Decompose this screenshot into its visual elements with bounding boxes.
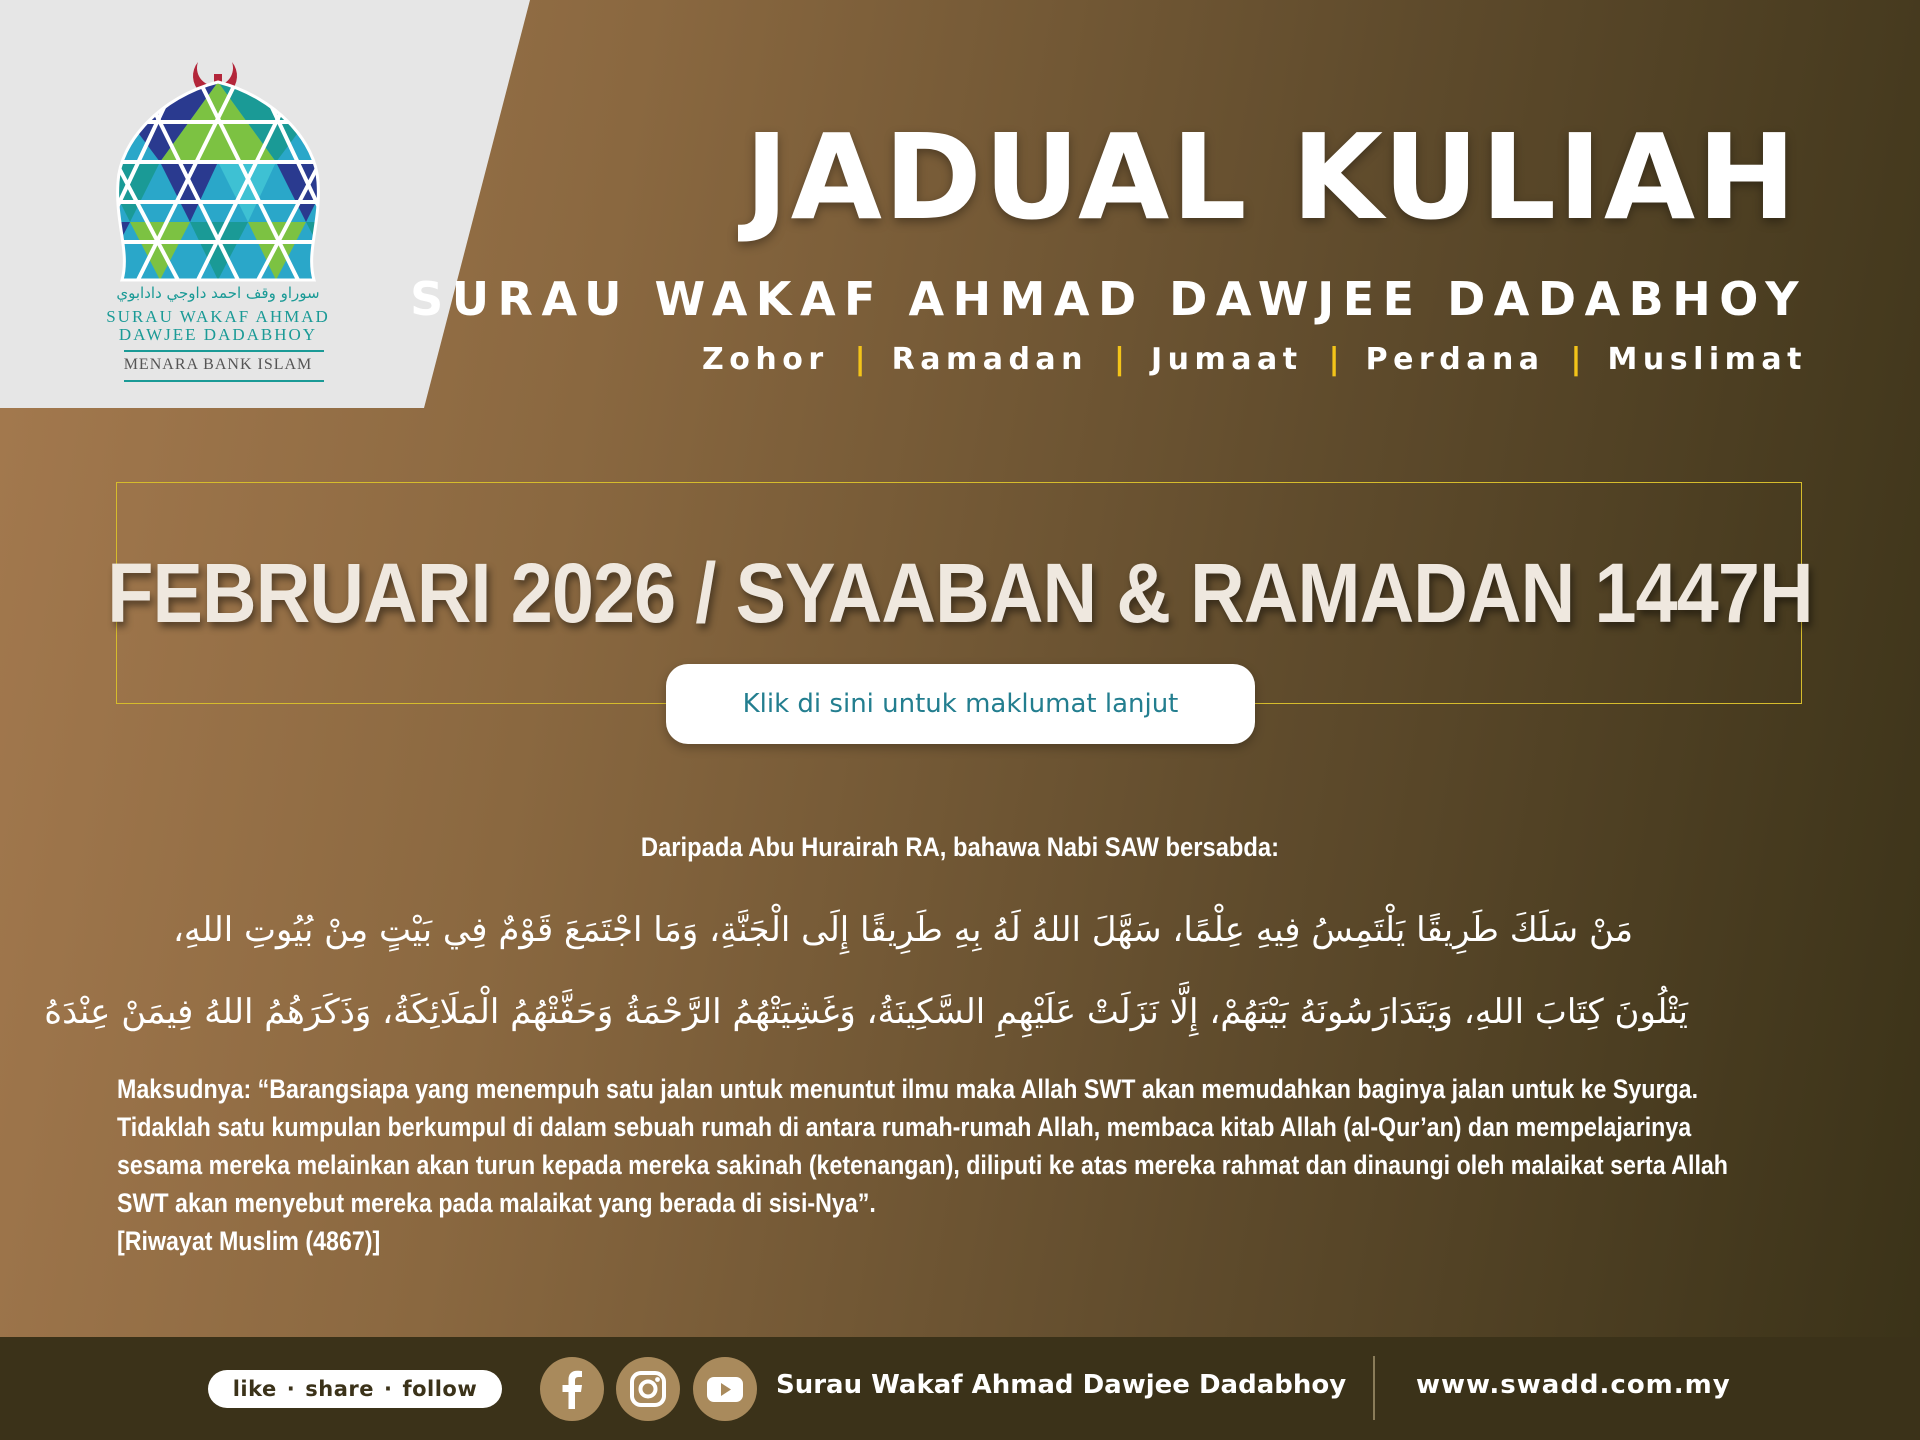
- footer-surau-name: Surau Wakaf Ahmad Dawjee Dadabhoy: [776, 1370, 1347, 1400]
- translation-line: Maksudnya: “Barangsiapa yang menempuh satu jalan untuk menuntut ilmu maka Allah SWT akan memudahkan baginya jalan untuk ke Syurga.: [117, 1074, 1699, 1104]
- pill-dot: ·: [383, 1377, 393, 1401]
- logo-name-line1: SURAU WAKAF AHMAD: [106, 307, 330, 326]
- logo-location: MENARA BANK ISLAM: [123, 356, 313, 373]
- facebook-icon[interactable]: [540, 1357, 604, 1421]
- hadith-arabic-line2: يَتْلُونَ كِتَابَ اللهِ، وَيَتَدَارَسُونَهُ بَيْنَهُمْ، إِلَّا نَزَلَتْ عَلَيْهِمِ السَّكِينَةُ، وَغَشِيَتْهُمُ الرَّحْمَةُ وَحَفَّتْهُمُ الْمَلَائِكَةُ، وَذَكَرَهُمُ اللهُ فِيمَنْ عِنْدَهُ: [44, 992, 1688, 1032]
- more-info-button[interactable]: Klik di sini untuk maklumat lanjut: [666, 664, 1255, 744]
- footer-divider: [1373, 1356, 1375, 1420]
- category-list: [702, 342, 1807, 377]
- youtube-icon[interactable]: [693, 1357, 757, 1421]
- logo-divider-top: [124, 350, 324, 352]
- category-perdana: Perdana: [1365, 342, 1545, 377]
- pill-like: like: [232, 1377, 277, 1401]
- like-share-follow-pill: [208, 1370, 502, 1408]
- logo-name: [100, 308, 336, 344]
- page-title: JADUAL KULIAH: [744, 108, 1798, 246]
- pill-dot: ·: [286, 1377, 296, 1401]
- hadith-translation: [117, 1070, 1807, 1260]
- category-muslimat: Muslimat: [1607, 342, 1807, 377]
- category-separator: |: [1114, 342, 1126, 377]
- schedule-period: FEBRUARI 2026 / SYAABAN & RAMADAN 1447H: [107, 546, 1813, 640]
- logo-divider-bottom: [124, 380, 324, 382]
- pill-follow: follow: [402, 1377, 478, 1401]
- dome-icon: [100, 52, 336, 284]
- translation-line: SWT akan menyebut mereka pada malaikat yang berada di sisi-Nya”.: [117, 1188, 876, 1218]
- page-subtitle: SURAU WAKAF AHMAD DAWJEE DADABHOY: [410, 272, 1807, 326]
- category-separator: |: [854, 342, 866, 377]
- translation-line: sesama mereka melainkan akan turun kepada mereka sakinah (ketenangan), diliputi ke atas mereka rahmat dan dinaungi oleh malaikat serta Allah: [117, 1150, 1728, 1180]
- logo-name-line2: DAWJEE DADABHOY: [118, 325, 318, 344]
- category-separator: |: [1570, 342, 1582, 377]
- category-ramadan: Ramadan: [891, 342, 1089, 377]
- hadith-arabic-line1: مَنْ سَلَكَ طَرِيقًا يَلْتَمِسُ فِيهِ عِلْمًا، سَهَّلَ اللهُ لَهُ بِهِ طَرِيقًا إِلَى الْجَنَّةِ، وَمَا اجْتَمَعَ قَوْمٌ فِي بَيْتٍ مِنْ بُيُوتِ اللهِ،: [172, 910, 1634, 950]
- instagram-icon[interactable]: [616, 1357, 680, 1421]
- website-link[interactable]: www.swadd.com.my: [1416, 1370, 1731, 1400]
- category-separator: |: [1328, 342, 1340, 377]
- hadith-reference: [Riwayat Muslim (4867)]: [117, 1226, 381, 1256]
- logo-arabic-text: سوراو وقف احمد داوجي دادابوي: [116, 284, 320, 302]
- hadith-intro: Daripada Abu Hurairah RA, bahawa Nabi SAW bersabda:: [640, 832, 1280, 862]
- category-zohor: Zohor: [702, 342, 829, 377]
- surau-logo: [100, 52, 350, 392]
- category-jumaat: Jumaat: [1151, 342, 1303, 377]
- translation-line: Tidaklah satu kumpulan berkumpul di dalam sebuah rumah di antara rumah-rumah Allah, membaca kitab Allah (al-Qur’an) dan mempelajarinya: [117, 1112, 1692, 1142]
- pill-share: share: [305, 1377, 374, 1401]
